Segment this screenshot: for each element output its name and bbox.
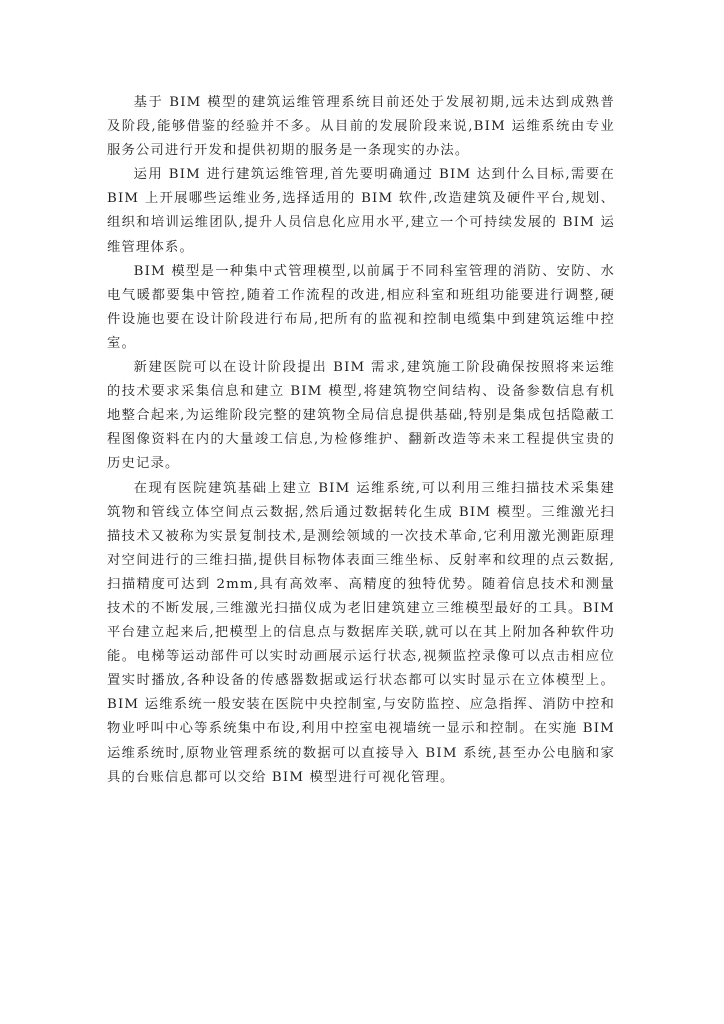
body-text — [107, 91, 615, 790]
paragraph: 基于 BIM 模型的建筑运维管理系统目前还处于发展初期,远未达到成熟普及阶段,能够借鉴的经验并不多。从目前的发展阶段来说,BIM 运维系统由专业服务公司进行开发和提供初期的服务是一条现实的办法。 — [107, 95, 615, 159]
paragraph: 新建医院可以在设计阶段提出 BIM 需求,建筑施工阶段确保按照将来运维的技术要求采集信息和建立 BIM 模型,将建筑物空间结构、设备参数信息有机地整合起来,为运维阶段完整的建筑物全局信息提供基础,特别是集成包括隐蔽工程图像资料在内的大量竣工信息,为检修维护、翻新改造等未来工程提供宝贵的历史记录。 — [107, 360, 615, 472]
paragraph: BIM 模型是一种集中式管理模型,以前属于不同科室管理的消防、安防、水电气暖都要集中管控,随着工作流程的改进,相应科室和班组功能要进行调整,硬件设施也要在设计阶段进行布局,把所有的监视和控制电缆集中到建筑运维中控室。 — [107, 263, 615, 351]
paragraph: 在现有医院建筑基础上建立 BIM 运维系统,可以利用三维扫描技术采集建筑物和管线立体空间点云数据,然后通过数据转化生成 BIM 模型。三维激光扫描技术又被称为实景复制技术,是测绘领域的一次技术革命,它利用激光测距原理对空间进行的三维扫描,提供目标物体表面三维坐标、反射率和纹理的点云数据,扫描精度可达到 2mm,具有高效率、高精度的独特优势。随着信息技术和测量技术的不断发展,三维激光扫描仪成为老旧建筑建立三维模型最好的工具。BIM 平台建立起来后,把模型上的信息点与数据库关联,就可以在其上附加各种软件功能。电梯等运动部件可以实时动画展示运行状态,视频监控录像可以点击相应位置实时播放,各种设备的传感器数据或运行状态都可以实时显示在立体模型上。BIM 运维系统一般安装在医院中央控制室,与安防监控、应急指挥、消防中控和物业呼叫中心等系统集中布设,利用中控室电视墙统一显示和控制。在实施 BIM 运维系统时,原物业管理系统的数据可以直接导入 BIM 系统,甚至办公电脑和家具的台账信息都可以交给 BIM 模型进行可视化管理。 — [107, 480, 615, 785]
paragraph: 运用 BIM 进行建筑运维管理,首先要明确通过 BIM 达到什么目标,需要在 BIM 上开展哪些运维业务,选择适用的 BIM 软件,改造建筑及硬件平台,规划、组织和培训运维团队,提升人员信息化应用水平,建立一个可持续发展的 BIM 运维管理体系。 — [107, 167, 615, 255]
